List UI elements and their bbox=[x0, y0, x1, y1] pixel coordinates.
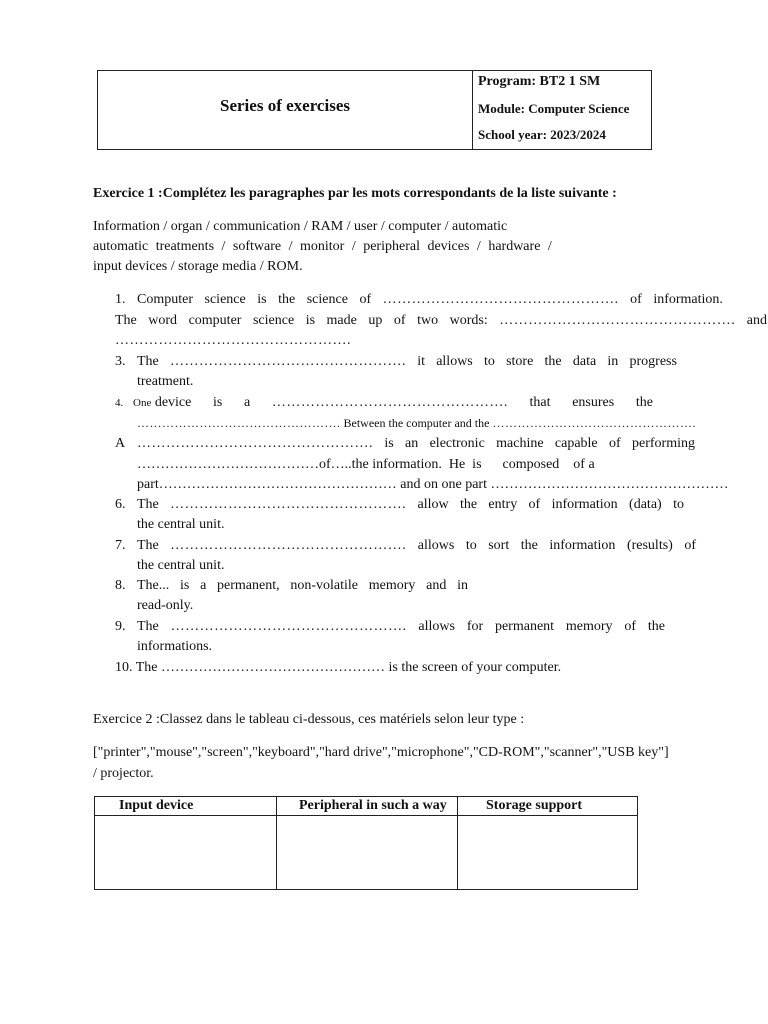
q2-word: up bbox=[368, 313, 383, 328]
q6-line bbox=[137, 497, 684, 513]
q7-word: sort bbox=[488, 538, 510, 553]
table-cell-peripheral[interactable] bbox=[277, 816, 457, 890]
q2-word: of bbox=[393, 313, 406, 328]
q5-word: capable bbox=[554, 436, 598, 451]
exercise1-title: Exercice 1 :Complétez les paragraphes par les mots correspondants de la liste suivante : bbox=[93, 186, 617, 201]
table-header-storage: Storage support bbox=[486, 798, 583, 813]
q5-word: machine bbox=[496, 436, 544, 451]
q3-word: data bbox=[572, 354, 597, 369]
q2-word: word bbox=[148, 313, 178, 328]
q6-word: entry bbox=[488, 497, 518, 512]
q8-number: 8. bbox=[115, 578, 126, 593]
q4-word: device bbox=[154, 395, 192, 410]
header-divider bbox=[472, 71, 473, 149]
page-title: Series of exercises bbox=[220, 96, 350, 115]
q4-word: the bbox=[635, 395, 653, 410]
q3-line bbox=[137, 354, 677, 370]
q3-word: allows bbox=[436, 354, 473, 369]
q2-word: words: bbox=[449, 313, 488, 328]
q6-word: The bbox=[137, 497, 159, 512]
q4-word: is bbox=[213, 395, 223, 410]
q5-word: performing bbox=[632, 436, 695, 451]
q1-word: of bbox=[630, 292, 642, 307]
q7-number: 7. bbox=[115, 538, 126, 553]
q3-word: to bbox=[483, 354, 495, 369]
q9-word: the bbox=[647, 619, 665, 634]
q3-word: progress bbox=[629, 354, 677, 369]
q5-word: of bbox=[608, 436, 621, 451]
q9-word: of bbox=[624, 619, 637, 634]
q3-continuation: treatment. bbox=[137, 374, 194, 389]
q4-blank-2: …………………………………………. bbox=[137, 416, 341, 430]
exercise2-list-line-2: / projector. bbox=[93, 766, 154, 781]
q7-word: the bbox=[520, 538, 538, 553]
q5-word: is bbox=[384, 436, 394, 451]
q2-line bbox=[115, 313, 767, 329]
q6-continuation: the central unit. bbox=[137, 517, 225, 532]
q7-word: allows bbox=[417, 538, 455, 553]
exercise2-title: Exercice 2 :Classez dans le tableau ci-dessous, ces matériels selon leur type : bbox=[93, 712, 525, 727]
q8-continuation: read-only. bbox=[137, 598, 194, 613]
school-year-label: School year: 2023/2024 bbox=[478, 127, 606, 142]
q6-blank: …………………………………………. bbox=[170, 497, 407, 512]
q9-word: The bbox=[137, 619, 159, 634]
q7-continuation: the central unit. bbox=[137, 558, 225, 573]
header-box bbox=[97, 70, 652, 150]
q5-line2: …………………………………of…..the information. He is composed of a bbox=[137, 457, 595, 472]
q9-word: permanent bbox=[494, 619, 555, 634]
q8-word: The... bbox=[137, 578, 170, 593]
q8-word: memory bbox=[368, 578, 416, 593]
q9-word: memory bbox=[565, 619, 613, 634]
q9-continuation: informations. bbox=[137, 639, 213, 654]
q2-word: computer bbox=[188, 313, 242, 328]
q2-word: is bbox=[305, 313, 316, 328]
q2-word: made bbox=[326, 313, 357, 328]
exercise2-list-line-1: ["printer","mouse","screen","keyboard","hard drive","microphone","CD-ROM","scanner","USB key"] bbox=[93, 745, 669, 760]
q1-word: is bbox=[257, 292, 267, 307]
q1-number: 1. bbox=[115, 292, 126, 307]
q4-line2-text: Between the computer and the bbox=[343, 416, 490, 430]
q6-word: information bbox=[551, 497, 618, 512]
q4-one: One bbox=[133, 397, 152, 409]
program-label: Program: BT2 1 SM bbox=[478, 74, 601, 89]
q5-a: A bbox=[115, 436, 126, 451]
q10-line: 10. The ………………………………………… is the screen of your computer. bbox=[115, 660, 562, 675]
q7-line bbox=[137, 538, 696, 554]
q5-word: electronic bbox=[429, 436, 485, 451]
q9-word: for bbox=[466, 619, 484, 634]
q4-blank-3: …………………………………………. bbox=[492, 416, 696, 430]
q7-word: to bbox=[465, 538, 477, 553]
q3-word: it bbox=[417, 354, 425, 369]
q6-number: 6. bbox=[115, 497, 126, 512]
q4-number: 4. bbox=[115, 397, 124, 409]
q4-line2 bbox=[137, 416, 696, 431]
q4-lead bbox=[133, 395, 191, 411]
q3-word: the bbox=[544, 354, 562, 369]
q7-word: The bbox=[137, 538, 159, 553]
q5-line3: part…………………………………………… and on one part …………………………………………… bbox=[137, 477, 729, 492]
q1-line bbox=[137, 292, 723, 308]
q8-word: in bbox=[457, 578, 468, 593]
word-list-line-3: input devices / storage media / ROM. bbox=[93, 259, 303, 274]
q2-blank-2: …………………………………………. bbox=[115, 333, 351, 348]
q3-word: in bbox=[607, 354, 619, 369]
q4-word: that bbox=[529, 395, 551, 410]
q2-word: science bbox=[252, 313, 295, 328]
q2-word: and bbox=[746, 313, 767, 328]
q1-blank: …………………………………………. bbox=[382, 292, 619, 307]
q6-word: of bbox=[528, 497, 541, 512]
q8-word: permanent, bbox=[217, 578, 280, 593]
q5-word: an bbox=[405, 436, 419, 451]
q4-word: a bbox=[244, 395, 251, 410]
table-cell-input-device[interactable] bbox=[95, 816, 276, 890]
q4-line bbox=[133, 395, 653, 411]
q8-word: and bbox=[426, 578, 447, 593]
q1-word: Computer bbox=[137, 292, 193, 307]
word-list-line-2 bbox=[93, 239, 552, 255]
q9-word: allows bbox=[418, 619, 455, 634]
q9-line bbox=[137, 619, 665, 635]
q2-word: The bbox=[115, 313, 137, 328]
q1-word: the bbox=[278, 292, 296, 307]
classification-table bbox=[94, 796, 638, 890]
q3-blank: …………………………………………. bbox=[169, 354, 406, 369]
q3-number: 3. bbox=[115, 354, 126, 369]
q7-word: (results) bbox=[626, 538, 673, 553]
q6-word: the bbox=[459, 497, 478, 512]
module-label: Module: Computer Science bbox=[478, 101, 630, 116]
q2-word: two bbox=[417, 313, 439, 328]
q1-word: science bbox=[204, 292, 246, 307]
q4-blank: …………………………………………. bbox=[271, 395, 508, 410]
q1-word: science bbox=[306, 292, 348, 307]
q7-word: information bbox=[549, 538, 616, 553]
q5-blank: …………………………………………. bbox=[137, 436, 373, 451]
q6-word: to bbox=[673, 497, 684, 512]
word-list-line-1: Information / organ / communication / RAM / user / computer / automatic bbox=[93, 219, 508, 234]
word-list-line-2-text: automatic treatments / software / monitor / peripheral devices / hardware / bbox=[93, 239, 552, 254]
q3-word: The bbox=[137, 354, 159, 369]
q8-line bbox=[137, 578, 468, 594]
word-list-line-2-justified bbox=[93, 239, 552, 255]
q8-word: a bbox=[200, 578, 207, 593]
q1-word: information. bbox=[653, 292, 723, 307]
q8-word: non-volatile bbox=[290, 578, 359, 593]
q2-blank-1: …………………………………………. bbox=[499, 313, 736, 328]
q1-word: of bbox=[359, 292, 372, 307]
q4-word: ensures bbox=[572, 395, 615, 410]
table-cell-storage[interactable] bbox=[458, 816, 638, 890]
q9-blank: …………………………………………. bbox=[170, 619, 407, 634]
q7-word: of bbox=[684, 538, 696, 553]
q6-word: allow bbox=[417, 497, 449, 512]
table-header-input-device: Input device bbox=[119, 798, 194, 813]
q3-word: store bbox=[506, 354, 534, 369]
q7-blank: …………………………………………. bbox=[170, 538, 407, 553]
q8-word: is bbox=[180, 578, 190, 593]
q6-word: (data) bbox=[629, 497, 662, 512]
q5-line bbox=[137, 436, 695, 452]
table-header-peripheral: Peripheral in such a way bbox=[299, 798, 447, 813]
q9-number: 9. bbox=[115, 619, 126, 634]
